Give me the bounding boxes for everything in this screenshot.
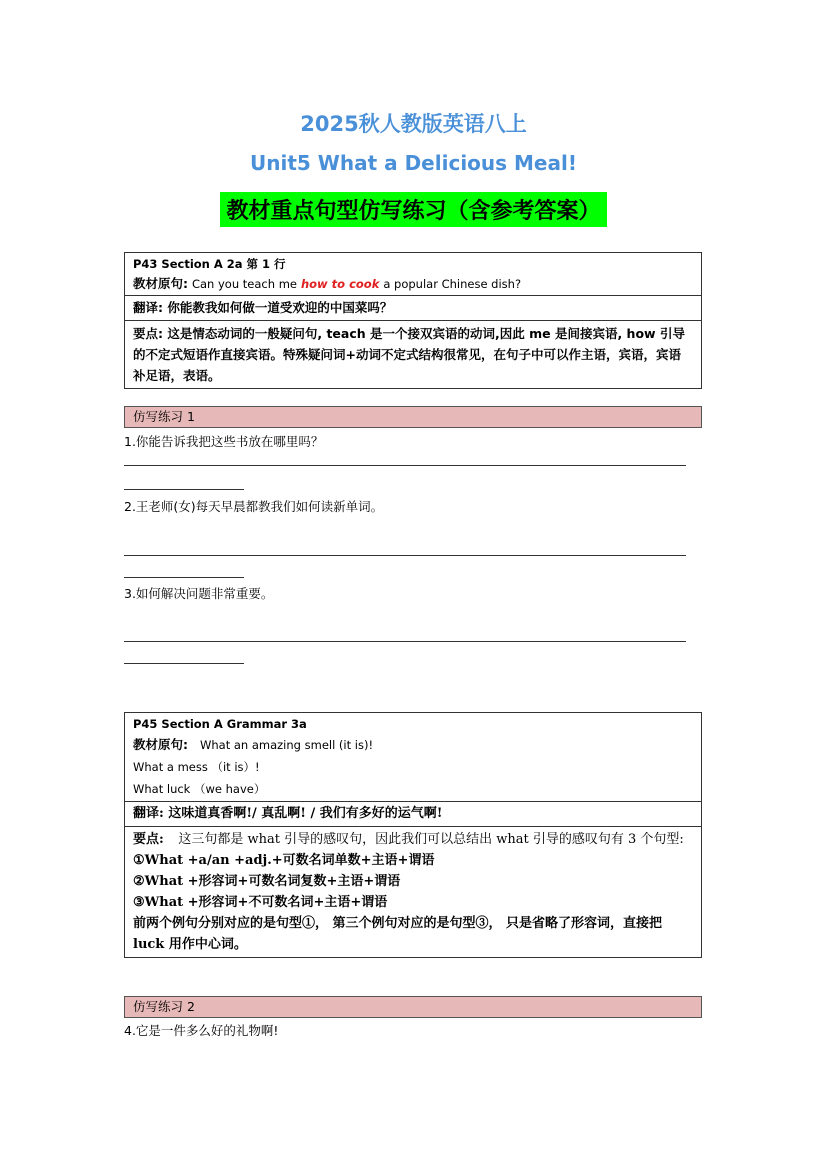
answer-line: [124, 489, 244, 490]
question-3: 3.如何解决问题非常重要。: [124, 586, 274, 601]
question-4: 4.它是一件多么好的礼物啊!: [124, 1023, 279, 1038]
box2-pattern-1: ①What +a/an +adj.+可数名词单数+主语+谓语: [133, 853, 435, 868]
question-2: 2.王老师(女)每天早晨都教我们如何读新单词。: [124, 499, 384, 514]
answer-line: [124, 663, 244, 664]
box2-ref: P45 Section A Grammar 3a: [133, 717, 307, 731]
box2-orig-label: 教材原句:: [133, 737, 188, 752]
sentence-box-2: [124, 712, 702, 958]
box1-orig-post: a popular Chinese dish?: [383, 277, 522, 291]
unit-title: Unit5 What a Delicious Meal!: [250, 151, 577, 175]
answer-line: [124, 465, 686, 466]
box2-summary: 前两个例句分别对应的是句型①， 第三个例句对应的是句型③， 只是省略了形容词，直接把 luck 用作中心词。: [133, 916, 663, 952]
box2-orig-3: What luck （we have）: [133, 782, 266, 796]
banner-heading: 教材重点句型仿写练习（含参考答案）: [220, 192, 606, 227]
answer-line: [124, 577, 244, 578]
box1-orig-pre: Can you teach me: [191, 277, 297, 291]
box1-ref: P43 Section A 2a 第 1 行: [133, 257, 286, 271]
practice1-header: 仿写练习 1: [124, 406, 702, 428]
document-title: 2025秋人教版英语八上: [300, 112, 527, 136]
box1-translation: 翻译: 你能教我如何做一道受欢迎的中国菜吗？: [125, 295, 701, 320]
box2-orig-2: What a mess （it is）!: [133, 760, 260, 774]
sentence-box-1: [124, 252, 702, 389]
box2-points-intro: 这三句都是 what 引导的感叹句，因此我们可以总结出 what 引导的感叹句有 3 个句型:: [178, 832, 684, 847]
box2-orig-1: What an amazing smell (it is)!: [199, 738, 374, 752]
box2-translation: 翻译: 这味道真香啊!/ 真乱啊! / 我们有多好的运气啊!: [125, 801, 701, 826]
answer-line: [124, 641, 686, 642]
answer-line: [124, 555, 686, 556]
box1-points: 要点: 这是情态动词的一般疑问句, teach 是一个接双宾语的动词,因此 me 是间接宾语, how 引导的不定式短语作直接宾语。特殊疑问词+动词不定式结构很常见，在句子中可以作主语，宾语，宾语补足语，表语。: [125, 320, 701, 388]
box2-points-label: 要点:: [133, 832, 164, 847]
box2-pattern-2: ②What +形容词+可数名词复数+主语+谓语: [133, 874, 401, 889]
box2-pattern-3: ③What +形容词+不可数名词+主语+谓语: [133, 895, 388, 910]
box1-orig-label: 教材原句:: [133, 276, 188, 291]
question-1: 1.你能告诉我把这些书放在哪里吗？: [124, 434, 324, 449]
box1-orig-highlight: how to cook: [300, 277, 380, 291]
practice2-header: 仿写练习 2: [124, 996, 702, 1018]
